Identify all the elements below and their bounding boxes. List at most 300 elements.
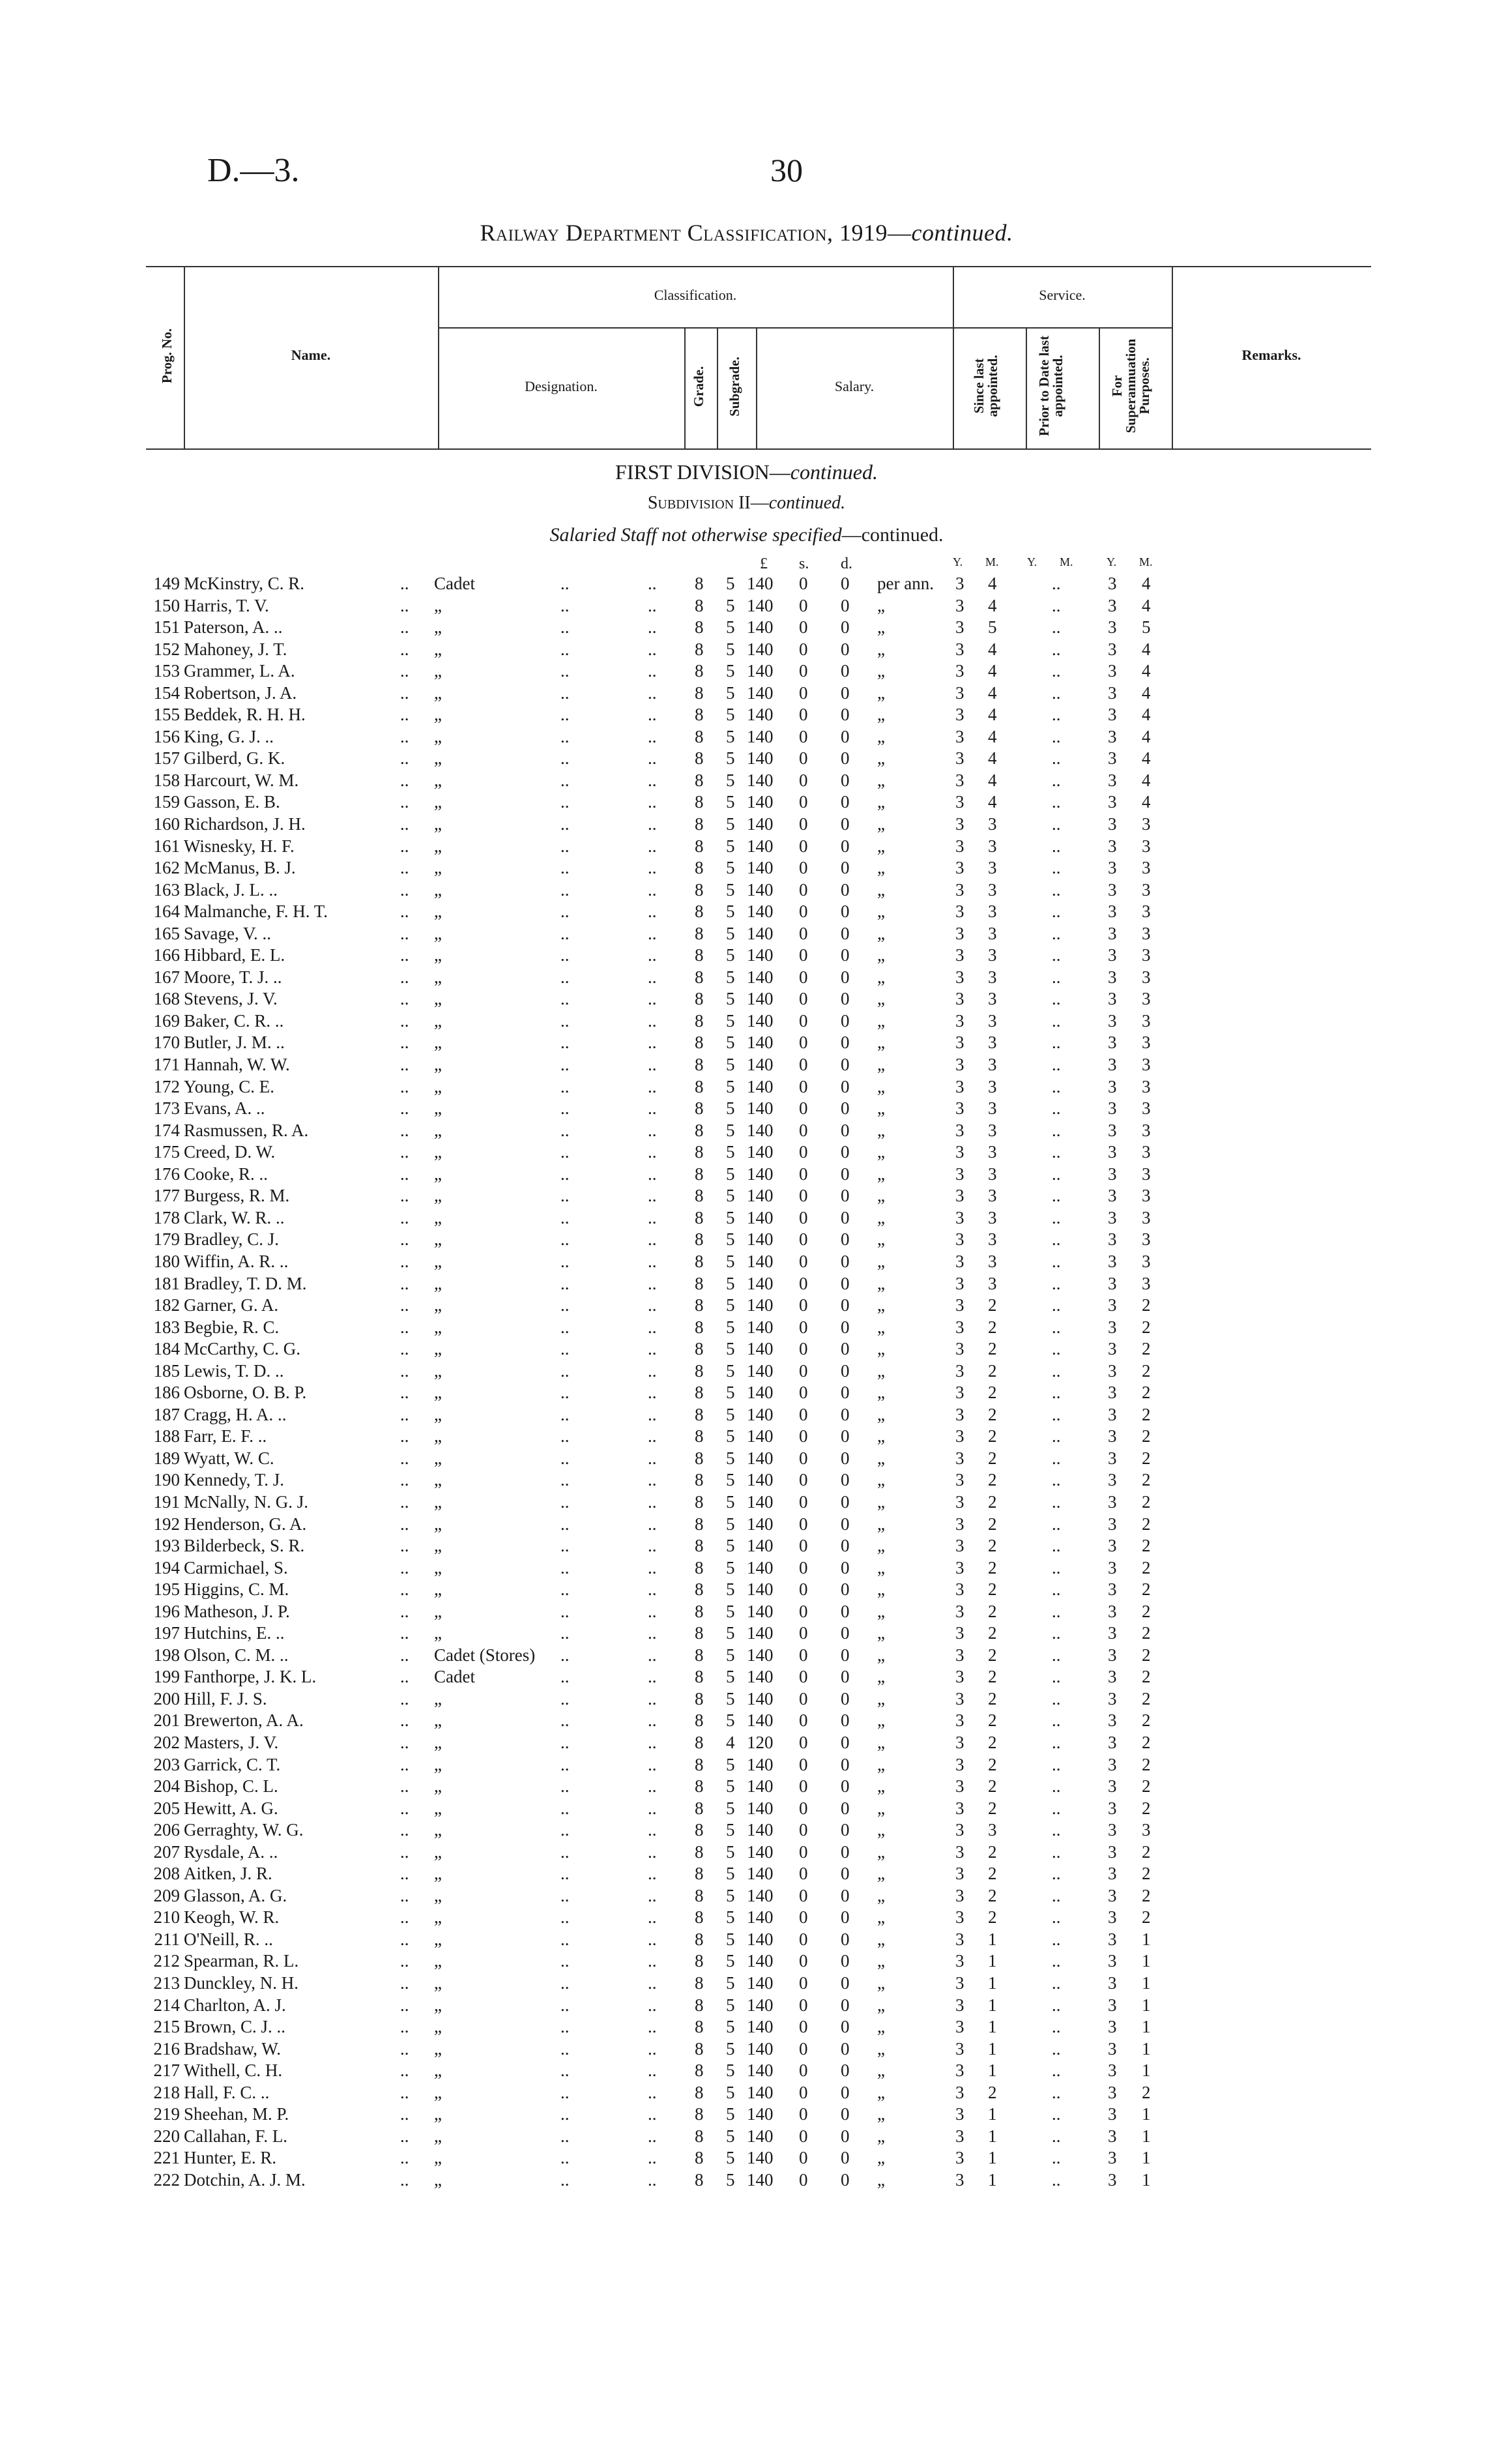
salary-pounds: 140 xyxy=(747,1645,774,1665)
leader-dots: .. xyxy=(560,1404,570,1424)
salary-period: „ xyxy=(877,1186,885,1206)
super-years: 3 xyxy=(1108,748,1117,769)
super-years: 3 xyxy=(1108,1055,1117,1075)
salary-pounds: 140 xyxy=(747,595,774,615)
header-bottom-rule xyxy=(146,448,1371,450)
salary-shillings: 0 xyxy=(799,1360,808,1381)
leader-dots: .. xyxy=(648,2169,657,2190)
staff-name: Osborne, O. B. P. xyxy=(184,1383,307,1403)
salary-pence: 0 xyxy=(841,1317,850,1337)
salary-pounds: 140 xyxy=(747,1470,774,1490)
salary-shillings: 0 xyxy=(799,2082,808,2102)
leader-dots: .. xyxy=(648,1929,657,1949)
designation: „ xyxy=(434,1754,442,1774)
salary-pence: 0 xyxy=(841,705,850,725)
salary-shillings: 0 xyxy=(799,682,808,703)
unit-shillings: s. xyxy=(799,555,809,572)
since-months: 3 xyxy=(988,1142,997,1162)
super-years: 3 xyxy=(1108,1186,1117,1206)
salary-pounds: 140 xyxy=(747,1033,774,1053)
leader-dots: .. xyxy=(1052,1055,1061,1075)
table-row xyxy=(0,1011,1493,1033)
grade: 8 xyxy=(695,617,704,638)
staff-name: Young, C. E. xyxy=(184,1076,275,1096)
salary-shillings: 0 xyxy=(799,574,808,593)
salary-pounds: 140 xyxy=(747,682,774,703)
designation: „ xyxy=(434,1164,442,1184)
prog-number: 190 xyxy=(153,1470,180,1490)
salary-shillings: 0 xyxy=(799,1055,808,1075)
salary-shillings: 0 xyxy=(799,1601,808,1621)
prog-number: 202 xyxy=(153,1732,180,1752)
super-years: 3 xyxy=(1108,902,1117,922)
subgrade: 5 xyxy=(726,617,735,638)
salary-pence: 0 xyxy=(841,2038,850,2059)
table-row xyxy=(0,836,1493,858)
prog-number: 217 xyxy=(153,2061,180,2081)
grade: 8 xyxy=(695,682,704,703)
staff-name: Hannah, W. W. xyxy=(184,1055,290,1075)
designation: „ xyxy=(434,1995,442,2015)
leader-dots: .. xyxy=(560,1076,570,1096)
leader-dots: .. xyxy=(648,1995,657,2015)
salary-period: „ xyxy=(877,1688,885,1709)
salary-pence: 0 xyxy=(841,682,850,703)
super-years: 3 xyxy=(1108,1251,1117,1271)
salary-period: „ xyxy=(877,923,885,943)
grade: 8 xyxy=(695,1076,704,1096)
salary-period: „ xyxy=(877,1076,885,1096)
leader-dots: .. xyxy=(648,1645,657,1665)
leader-dots: .. xyxy=(1052,2169,1061,2190)
prog-number: 207 xyxy=(153,1841,180,1862)
subgrade: 5 xyxy=(726,1273,735,1293)
leader-dots: .. xyxy=(648,858,657,878)
salary-shillings: 0 xyxy=(799,836,808,856)
designation: „ xyxy=(434,2148,442,2168)
grade: 8 xyxy=(695,2038,704,2059)
leader-dots: .. xyxy=(648,1295,657,1315)
grade: 8 xyxy=(695,1864,704,1884)
since-months: 2 xyxy=(988,1491,997,1512)
since-years: 3 xyxy=(955,1820,964,1840)
prog-number: 205 xyxy=(153,1798,180,1818)
staff-name: Glasson, A. G. xyxy=(184,1885,287,1905)
staff-name: Burgess, R. M. xyxy=(184,1186,290,1206)
grade: 8 xyxy=(695,1776,704,1797)
staff-name: Hewitt, A. G. xyxy=(184,1798,278,1818)
super-years: 3 xyxy=(1108,1798,1117,1818)
table-row xyxy=(0,2017,1493,2039)
subgrade: 5 xyxy=(726,1820,735,1840)
staff-name: McCarthy, C. G. xyxy=(184,1339,300,1359)
staff-name: Grammer, L. A. xyxy=(184,661,295,681)
subgrade: 5 xyxy=(726,1667,735,1687)
leader-dots: .. xyxy=(1052,902,1061,922)
subgrade: 5 xyxy=(726,1295,735,1315)
staff-name: Cooke, R. .. xyxy=(184,1164,268,1184)
leader-dots: .. xyxy=(400,1251,409,1271)
salary-pounds: 140 xyxy=(747,2169,774,2190)
salary-shillings: 0 xyxy=(799,1623,808,1643)
prog-number: 174 xyxy=(153,1120,180,1140)
salary-pounds: 140 xyxy=(747,1929,774,1949)
salary-period: „ xyxy=(877,1776,885,1797)
leader-dots: .. xyxy=(648,639,657,659)
leader-dots: .. xyxy=(1052,1251,1061,1271)
since-years: 3 xyxy=(955,1010,964,1031)
salary-pounds: 140 xyxy=(747,1491,774,1512)
table-row xyxy=(0,1164,1493,1186)
salary-shillings: 0 xyxy=(799,945,808,965)
subgrade: 5 xyxy=(726,814,735,834)
designation: „ xyxy=(434,1470,442,1490)
super-years: 3 xyxy=(1108,2126,1117,2146)
salary-pounds: 140 xyxy=(747,2061,774,2081)
leader-dots: .. xyxy=(400,1951,409,1971)
staff-name: Brewerton, A. A. xyxy=(184,1710,304,1731)
staff-name: Kennedy, T. J. xyxy=(184,1470,284,1490)
table-row xyxy=(0,2039,1493,2061)
salary-pence: 0 xyxy=(841,792,850,812)
leader-dots: .. xyxy=(1052,639,1061,659)
header-subgrade: Subgrade. xyxy=(727,357,742,417)
designation: „ xyxy=(434,595,442,615)
super-months: 2 xyxy=(1142,1491,1151,1512)
salary-pounds: 140 xyxy=(747,2038,774,2059)
since-years: 3 xyxy=(955,1514,964,1534)
leader-dots: .. xyxy=(400,1339,409,1359)
unit-y2: Y. xyxy=(1027,555,1037,568)
grade: 8 xyxy=(695,2104,704,2124)
salary-period: „ xyxy=(877,1820,885,1840)
salary-pounds: 140 xyxy=(747,2104,774,2124)
since-years: 3 xyxy=(955,1448,964,1468)
leader-dots: .. xyxy=(648,1470,657,1490)
since-years: 3 xyxy=(955,705,964,725)
salary-pence: 0 xyxy=(841,2104,850,2124)
table-row xyxy=(0,1907,1493,1929)
super-months: 2 xyxy=(1142,1317,1151,1337)
super-months: 3 xyxy=(1142,945,1151,965)
leader-dots: .. xyxy=(648,989,657,1009)
salary-pence: 0 xyxy=(841,967,850,987)
since-years: 3 xyxy=(955,2038,964,2059)
subgrade: 5 xyxy=(726,792,735,812)
subgrade: 5 xyxy=(726,1514,735,1534)
since-years: 3 xyxy=(955,639,964,659)
salary-period: „ xyxy=(877,1273,885,1293)
designation: „ xyxy=(434,770,442,790)
grade: 8 xyxy=(695,1229,704,1250)
since-months: 3 xyxy=(988,814,997,834)
grade: 8 xyxy=(695,1273,704,1293)
designation: „ xyxy=(434,1339,442,1359)
leader-dots: .. xyxy=(560,1142,570,1162)
since-months: 3 xyxy=(988,923,997,943)
grade: 8 xyxy=(695,2061,704,2081)
designation: „ xyxy=(434,989,442,1009)
super-years: 3 xyxy=(1108,1360,1117,1381)
leader-dots: .. xyxy=(1052,1907,1061,1928)
salary-pence: 0 xyxy=(841,1339,850,1359)
table-row xyxy=(0,2170,1493,2192)
prog-number: 213 xyxy=(153,1973,180,1993)
salary-pence: 0 xyxy=(841,595,850,615)
table-row xyxy=(0,596,1493,618)
salary-pounds: 140 xyxy=(747,1798,774,1818)
title-continued: continued. xyxy=(911,220,1013,246)
leader-dots: .. xyxy=(1052,574,1061,593)
salary-shillings: 0 xyxy=(799,1076,808,1096)
salary-pounds: 140 xyxy=(747,923,774,943)
super-months: 2 xyxy=(1142,1623,1151,1643)
staff-name: King, G. J. .. xyxy=(184,726,274,746)
salary-pence: 0 xyxy=(841,1820,850,1840)
designation: „ xyxy=(434,1055,442,1075)
salary-shillings: 0 xyxy=(799,2104,808,2124)
grade: 8 xyxy=(695,574,704,593)
leader-dots: .. xyxy=(648,1907,657,1928)
since-months: 2 xyxy=(988,1776,997,1797)
super-months: 3 xyxy=(1142,1010,1151,1031)
salary-pence: 0 xyxy=(841,639,850,659)
leader-dots: .. xyxy=(1052,1754,1061,1774)
leader-dots: .. xyxy=(1052,1033,1061,1053)
leader-dots: .. xyxy=(1052,1841,1061,1862)
super-years: 3 xyxy=(1108,1098,1117,1119)
salary-shillings: 0 xyxy=(799,1973,808,1993)
leader-dots: .. xyxy=(400,1688,409,1709)
leader-dots: .. xyxy=(560,1339,570,1359)
super-years: 3 xyxy=(1108,1951,1117,1971)
leader-dots: .. xyxy=(648,967,657,987)
page-title xyxy=(0,219,1493,246)
leader-dots: .. xyxy=(560,1033,570,1053)
since-months: 4 xyxy=(988,770,997,790)
salary-shillings: 0 xyxy=(799,2061,808,2081)
leader-dots: .. xyxy=(560,595,570,615)
leader-dots: .. xyxy=(560,1645,570,1665)
table-row xyxy=(0,574,1493,596)
salary-pounds: 140 xyxy=(747,1667,774,1687)
staff-name: Butler, J. M. .. xyxy=(184,1033,285,1053)
table-row xyxy=(0,661,1493,683)
subgrade: 5 xyxy=(726,1754,735,1774)
leader-dots: .. xyxy=(1052,1491,1061,1512)
salary-pence: 0 xyxy=(841,748,850,769)
staff-name: McKinstry, C. R. xyxy=(184,574,305,593)
super-years: 3 xyxy=(1108,2169,1117,2190)
super-years: 3 xyxy=(1108,1973,1117,1993)
salary-shillings: 0 xyxy=(799,902,808,922)
salary-shillings: 0 xyxy=(799,1885,808,1905)
salary-shillings: 0 xyxy=(799,1426,808,1446)
super-months: 2 xyxy=(1142,1470,1151,1490)
subgrade: 5 xyxy=(726,705,735,725)
since-years: 3 xyxy=(955,858,964,878)
leader-dots: .. xyxy=(400,1995,409,2015)
salary-pounds: 140 xyxy=(747,2017,774,2037)
since-months: 2 xyxy=(988,1514,997,1534)
salary-period: „ xyxy=(877,682,885,703)
staff-name: Paterson, A. .. xyxy=(184,617,283,638)
grade: 8 xyxy=(695,967,704,987)
staff-name: Richardson, J. H. xyxy=(184,814,306,834)
leader-dots: .. xyxy=(648,1076,657,1096)
salary-pounds: 140 xyxy=(747,1973,774,1993)
leader-dots: .. xyxy=(400,1404,409,1424)
leader-dots: .. xyxy=(560,2148,570,2168)
since-years: 3 xyxy=(955,1623,964,1643)
salary-pounds: 140 xyxy=(747,814,774,834)
grade: 8 xyxy=(695,1951,704,1971)
salary-shillings: 0 xyxy=(799,705,808,725)
grade: 8 xyxy=(695,1688,704,1709)
since-years: 3 xyxy=(955,1120,964,1140)
designation: „ xyxy=(434,945,442,965)
staff-name: Bilderbeck, S. R. xyxy=(184,1536,305,1556)
prog-number: 169 xyxy=(153,1010,180,1031)
header-remarks: Remarks. xyxy=(1241,347,1301,363)
salary-period: „ xyxy=(877,2038,885,2059)
salary-period: „ xyxy=(877,2017,885,2037)
prog-number: 188 xyxy=(153,1426,180,1446)
salary-period: „ xyxy=(877,1491,885,1512)
table-row xyxy=(0,924,1493,946)
leader-dots: .. xyxy=(400,1754,409,1774)
designation: „ xyxy=(434,1579,442,1600)
super-months: 2 xyxy=(1142,1645,1151,1665)
prog-number: 211 xyxy=(154,1929,180,1949)
designation: „ xyxy=(434,2038,442,2059)
subgrade: 5 xyxy=(726,1317,735,1337)
table-row xyxy=(0,1055,1493,1077)
salary-pounds: 140 xyxy=(747,1164,774,1184)
salary-period: „ xyxy=(877,1448,885,1468)
subgrade: 5 xyxy=(726,1645,735,1665)
salary-pounds: 140 xyxy=(747,1383,774,1403)
leader-dots: .. xyxy=(560,1798,570,1818)
since-months: 3 xyxy=(988,1076,997,1096)
leader-dots: .. xyxy=(560,1098,570,1119)
table-row xyxy=(0,1886,1493,1908)
staff-name: Rysdale, A. .. xyxy=(184,1841,278,1862)
super-months: 4 xyxy=(1142,726,1151,746)
staff-name: Hall, F. C. .. xyxy=(184,2082,270,2102)
super-months: 3 xyxy=(1142,923,1151,943)
header-service: Service. xyxy=(1039,287,1086,303)
prog-number: 189 xyxy=(153,1448,180,1468)
super-months: 3 xyxy=(1142,1251,1151,1271)
grade: 8 xyxy=(695,1995,704,2015)
salary-pence: 0 xyxy=(841,1688,850,1709)
since-months: 2 xyxy=(988,1710,997,1731)
designation: „ xyxy=(434,1732,442,1752)
header-top-rule xyxy=(146,266,1371,267)
super-years: 3 xyxy=(1108,1754,1117,1774)
salary-period: „ xyxy=(877,2148,885,2168)
salary-shillings: 0 xyxy=(799,1645,808,1665)
since-months: 3 xyxy=(988,945,997,965)
salary-pence: 0 xyxy=(841,2148,850,2168)
leader-dots: .. xyxy=(1052,1951,1061,1971)
since-months: 3 xyxy=(988,1229,997,1250)
since-years: 3 xyxy=(955,1360,964,1381)
grade: 8 xyxy=(695,1667,704,1687)
table-row xyxy=(0,989,1493,1011)
table-row xyxy=(0,1470,1493,1492)
prog-number: 160 xyxy=(153,814,180,834)
subgrade: 5 xyxy=(726,1536,735,1556)
salary-shillings: 0 xyxy=(799,1404,808,1424)
prog-number: 181 xyxy=(153,1273,180,1293)
prog-number: 158 xyxy=(153,770,180,790)
staff-name: Hunter, E. R. xyxy=(184,2148,277,2168)
staff-table-body xyxy=(0,574,1493,2192)
since-years: 3 xyxy=(955,1710,964,1731)
leader-dots: .. xyxy=(1052,923,1061,943)
salary-pounds: 140 xyxy=(747,792,774,812)
salary-pence: 0 xyxy=(841,836,850,856)
leader-dots: .. xyxy=(560,1491,570,1512)
prog-number: 163 xyxy=(153,879,180,900)
prog-number: 149 xyxy=(153,574,180,593)
super-years: 3 xyxy=(1108,879,1117,900)
salary-shillings: 0 xyxy=(799,1776,808,1797)
subgrade: 5 xyxy=(726,2017,735,2037)
salary-pence: 0 xyxy=(841,1514,850,1534)
staff-name: Masters, J. V. xyxy=(184,1732,279,1752)
salary-pounds: 140 xyxy=(747,770,774,790)
salary-pounds: 140 xyxy=(747,1317,774,1337)
leader-dots: .. xyxy=(1052,1601,1061,1621)
leader-dots: .. xyxy=(560,1951,570,1971)
leader-dots: .. xyxy=(1052,682,1061,703)
super-years: 3 xyxy=(1108,814,1117,834)
since-months: 2 xyxy=(988,1295,997,1315)
salary-period: „ xyxy=(877,2082,885,2102)
grade: 8 xyxy=(695,1514,704,1534)
leader-dots: .. xyxy=(400,726,409,746)
super-months: 4 xyxy=(1142,639,1151,659)
table-row xyxy=(0,1864,1493,1886)
designation: „ xyxy=(434,1098,442,1119)
since-months: 3 xyxy=(988,1010,997,1031)
salary-pence: 0 xyxy=(841,2082,850,2102)
super-months: 3 xyxy=(1142,1055,1151,1075)
leader-dots: .. xyxy=(1052,836,1061,856)
salary-period: „ xyxy=(877,1426,885,1446)
leader-dots: .. xyxy=(648,1383,657,1403)
leader-dots: .. xyxy=(1052,989,1061,1009)
salary-shillings: 0 xyxy=(799,858,808,878)
prog-number: 192 xyxy=(153,1514,180,1534)
salary-pounds: 140 xyxy=(747,1142,774,1162)
subgrade: 5 xyxy=(726,1710,735,1731)
since-months: 1 xyxy=(988,1995,997,2015)
salary-pounds: 140 xyxy=(747,661,774,681)
since-years: 3 xyxy=(955,2148,964,2168)
leader-dots: .. xyxy=(400,770,409,790)
rule-after-grade xyxy=(717,327,718,448)
page-number: 30 xyxy=(770,152,803,188)
leader-dots: .. xyxy=(648,1579,657,1600)
leader-dots: .. xyxy=(400,2061,409,2081)
designation: „ xyxy=(434,836,442,856)
grade: 8 xyxy=(695,705,704,725)
super-months: 5 xyxy=(1142,617,1151,638)
